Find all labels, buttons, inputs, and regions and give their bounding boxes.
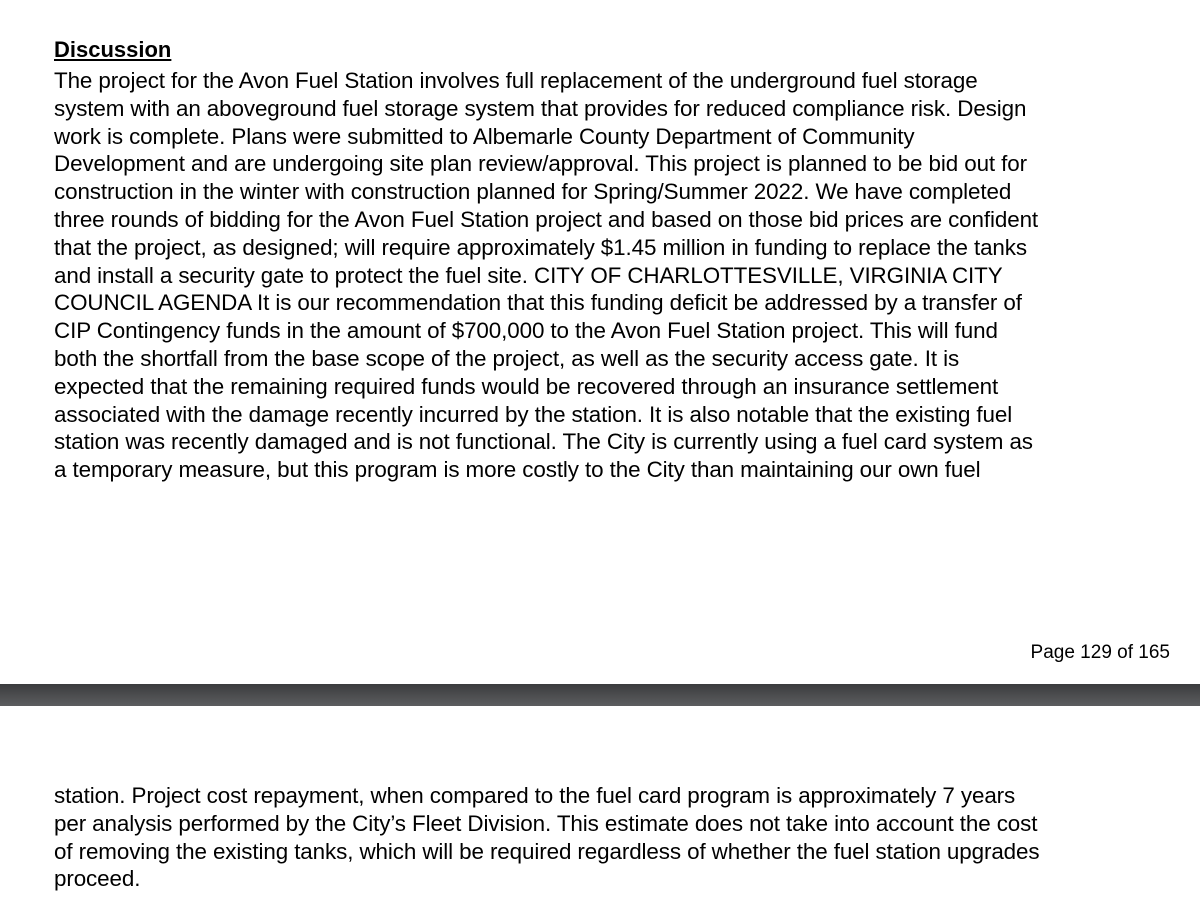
text-line: construction in the winter with construction planned for Spring/Summer 2022. We have completed — [54, 179, 1012, 205]
text-line: and install a security gate to protect the fuel site. CITY OF CHARLOTTESVILLE, VIRGINIA CITY — [54, 262, 1003, 288]
text-line: CIP Contingency funds in the amount of $700,000 to the Avon Fuel Station project. This will fund — [54, 318, 998, 344]
text-line: per analysis performed by the City’s Fleet Division. This estimate does not take into account the cost — [54, 810, 1038, 836]
text-line: proceed. — [54, 866, 141, 892]
continued-paragraph — [54, 782, 1154, 893]
text-line: station. Project cost repayment, when compared to the fuel card program is approximately 7 years — [54, 783, 1016, 808]
text-line: The project for the Avon Fuel Station involves full replacement of the underground fuel storage — [54, 68, 978, 93]
text-line: COUNCIL AGENDA It is our recommendation that this funding deficit be addressed by a transfer of — [54, 290, 1022, 316]
document-page-130 — [0, 706, 1200, 918]
page-separator — [0, 684, 1200, 706]
section-heading: Discussion — [54, 37, 172, 62]
text-line: both the shortfall from the base scope of the project, as well as the security access gate. It is — [54, 345, 960, 371]
text-line: Development and are undergoing site plan review/approval. This project is planned to be bid out for — [54, 151, 1027, 177]
text-line: associated with the damage recently incurred by the station. It is also notable that the existing fuel — [54, 401, 1013, 427]
text-line: that the project, as designed; will require approximately $1.45 million in funding to replace the tanks — [54, 234, 1027, 260]
text-line: station was recently damaged and is not functional. The City is currently using a fuel card system as — [54, 429, 1033, 455]
text-line: system with an aboveground fuel storage system that provides for reduced compliance risk. Design — [54, 95, 1027, 121]
discussion-paragraph — [54, 67, 1154, 484]
text-line: work is complete. Plans were submitted to Albemarle County Department of Community — [54, 123, 915, 149]
text-line: of removing the existing tanks, which will be required regardless of whether the fuel station upgrades — [54, 838, 1040, 864]
text-line: expected that the remaining required funds would be recovered through an insurance settlement — [54, 373, 999, 399]
page-number: Page 129 of 165 — [1030, 642, 1170, 663]
text-line: three rounds of bidding for the Avon Fuel Station project and based on those bid prices are confident — [54, 206, 1039, 232]
text-line: a temporary measure, but this program is more costly to the City than maintaining our own fuel — [54, 457, 981, 483]
